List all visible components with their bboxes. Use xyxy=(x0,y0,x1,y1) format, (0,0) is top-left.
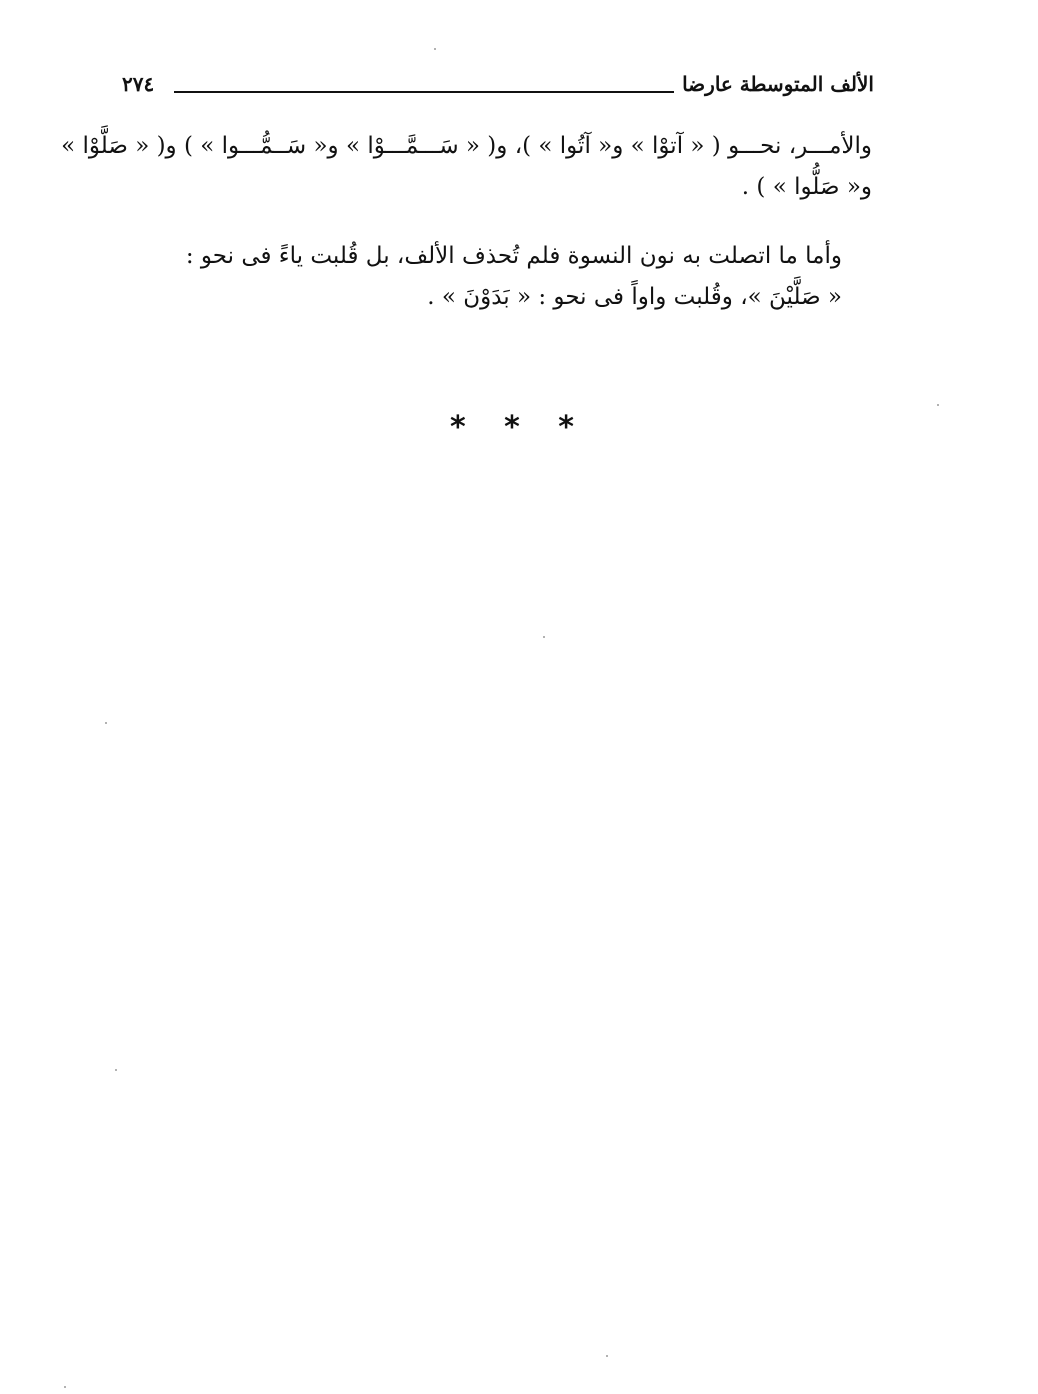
scan-speck xyxy=(606,1355,608,1357)
section-end-ornament: * * * xyxy=(450,410,588,445)
scan-speck xyxy=(105,722,107,724)
running-header xyxy=(122,72,874,106)
paragraph-2 xyxy=(130,236,872,318)
scan-speck xyxy=(434,48,436,50)
scan-speck xyxy=(64,1386,66,1388)
paragraph-1 xyxy=(61,126,872,208)
scan-speck xyxy=(115,1069,117,1071)
paragraph-2-line-1: وأما ما اتصلت به نون النسوة فلم تُحذف الألف، بل قُلبت ياءً فى نحو : xyxy=(185,243,842,269)
paragraph-2-line-2: « صَلَّيْنَ »، وقُلبت واواً فى نحو : « بَدَوْنَ » . xyxy=(427,284,842,310)
paragraph-1-line-1: والأمـــر، نحـــو ( « آتوْا » و« آتُوا » )، و( « سَـــمَّـــوْا » و« سَــمُّـــوا » ) و( « صَلَّوْا » xyxy=(61,133,872,159)
paragraph-1-line-2: و« صَلُّوا » ) . xyxy=(741,174,872,200)
scan-speck xyxy=(937,404,939,406)
scan-speck xyxy=(543,636,545,638)
header-rule xyxy=(174,91,674,93)
running-header-title: الألف المتوسطة عارضا xyxy=(682,72,874,96)
page-number: ٢٧٤ xyxy=(122,72,155,96)
